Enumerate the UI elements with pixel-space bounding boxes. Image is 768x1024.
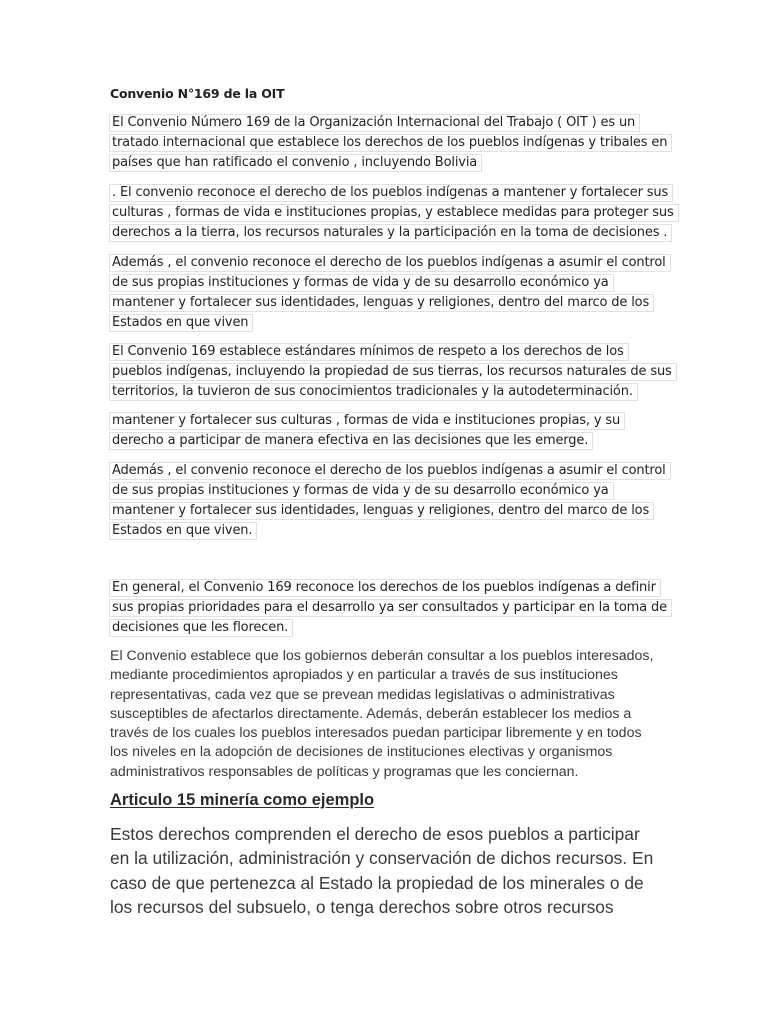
paragraph-cultures (110, 411, 624, 451)
text-line: los recursos del subsuelo, o tenga derechos sobre otros recursos (110, 897, 614, 918)
text-line: El Convenio 169 establece estándares mínimos de respeto a los derechos de los (110, 342, 676, 362)
text-line: . El convenio reconoce el derecho de los pueblos indígenas a mantener y fortalecer sus (110, 183, 678, 203)
text-line: El Convenio establece que los gobiernos deberán consultar a los pueblos interesados, (110, 648, 654, 664)
text-line: culturas , formas de vida e instituciones propias, y establece medidas para proteger sus (110, 203, 678, 223)
text-line: de sus propias instituciones y formas de vida y de su desarrollo económico ya (110, 481, 670, 501)
text-line: caso de que pertenezca al Estado la propiedad de los minerales o de (110, 872, 644, 893)
text-line: Estados en que viven (110, 313, 670, 333)
paragraph-recognition (110, 183, 678, 243)
document-title: Convenio N°169 de la OIT (110, 86, 285, 101)
paragraph-consultation (110, 647, 653, 782)
text-line: pueblos indígenas, incluyendo la propiedad de sus tierras, los recursos naturales de sus (110, 362, 676, 382)
text-line: representativas, cada vez que se prevean medidas legislativas o administrativas (110, 686, 615, 703)
paragraph-standards (110, 342, 676, 402)
text-line: Además , el convenio reconoce el derecho de los pueblos indígenas a asumir el control (110, 253, 670, 273)
text-line: mantener y fortalecer sus identidades, lenguas y religiones, dentro del marco de los (110, 293, 670, 313)
text-line: territorios, la tuvieron de sus conocimientos tradicionales y la autodeterminación. (110, 382, 676, 402)
paragraph-general (110, 578, 671, 638)
text-line: mantener y fortalecer sus culturas , formas de vida e instituciones propias, y su (110, 411, 624, 431)
text-line: sus propias prioridades para el desarrollo ya ser consultados y participar en la toma de (110, 598, 671, 618)
text-line: Estados en que viven. (110, 521, 670, 541)
text-line: derechos a la tierra, los recursos naturales y la participación en la toma de decisiones . (110, 223, 678, 243)
text-line: países que han ratificado el convenio , incluyendo Bolivia (110, 153, 671, 173)
text-line: susceptibles de afectarlos directamente. Además, deberán establecer los medios a (110, 705, 632, 722)
text-line: través de los cuales los pueblos interesados puedan participar libremente y en todos (110, 725, 642, 742)
text-line: de sus propias instituciones y formas de vida y de su desarrollo económico ya (110, 273, 670, 293)
paragraph-control (110, 253, 670, 333)
text-line: Además , el convenio reconoce el derecho de los pueblos indígenas a asumir el control (110, 461, 670, 481)
text-line: decisiones que les florecen. (110, 618, 671, 638)
text-line: En general, el Convenio 169 reconoce los derechos de los pueblos indígenas a definir (110, 578, 671, 598)
paragraph-intro (110, 113, 671, 173)
text-line: mediante procedimientos apropiados y en particular a través de sus instituciones (110, 667, 618, 684)
section-heading: Articulo 15 minería como ejemplo (110, 791, 375, 809)
text-line: tratado internacional que establece los derechos de los pueblos indígenas y tribales en (110, 133, 671, 153)
paragraph-article-15 (110, 822, 653, 920)
text-line: en la utilización, administración y conservación de dichos recursos. En (110, 848, 654, 869)
text-line: Estos derechos comprenden el derecho de esos pueblos a participar (110, 824, 640, 844)
text-line: El Convenio Número 169 de la Organización Internacional del Trabajo ( OIT ) es un (110, 113, 671, 133)
text-line: mantener y fortalecer sus identidades, lenguas y religiones, dentro del marco de los (110, 501, 670, 521)
text-line: los niveles en la adopción de decisiones de instituciones electivas y organismos (110, 744, 613, 761)
paragraph-control-repeat (110, 461, 670, 541)
text-line: administrativos responsables de políticas y programas que les conciernan. (110, 763, 579, 780)
text-line: derecho a participar de manera efectiva en las decisiones que les emerge. (110, 431, 624, 451)
